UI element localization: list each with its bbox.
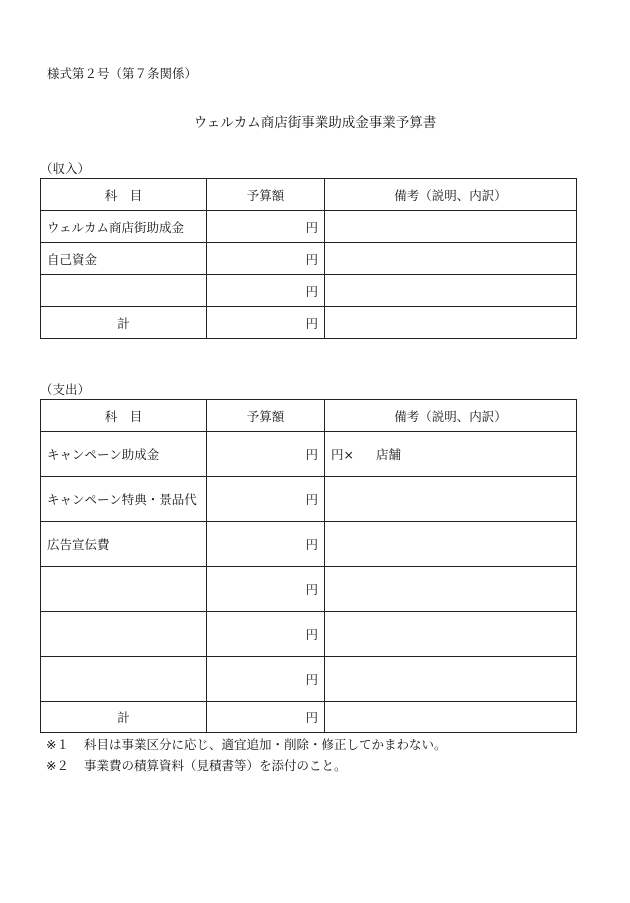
table-header-row: [41, 179, 577, 211]
header-budget: 予算額: [207, 400, 325, 432]
amount-cell: 円: [207, 612, 325, 657]
item-cell: ウェルカム商店街助成金: [41, 211, 207, 243]
footnote-mark: ※２: [46, 758, 69, 773]
table-row: [41, 657, 577, 702]
note-cell: [325, 567, 577, 612]
amount-cell: 円: [207, 275, 325, 307]
table-row: [41, 243, 577, 275]
note-cell: [325, 477, 577, 522]
table-row: [41, 477, 577, 522]
note-cell: [325, 275, 577, 307]
total-note-cell: [325, 307, 577, 339]
table-row: [41, 522, 577, 567]
footnote-text: 事業費の積算資料（見積書等）を添付のこと。: [84, 758, 347, 773]
item-cell: キャンペーン特典・景品代: [41, 477, 207, 522]
note-store-count: 店舗: [375, 447, 401, 462]
footnote-mark: ※１: [46, 737, 69, 752]
note-cell: [325, 612, 577, 657]
form-number: 様式第２号（第７条関係）: [47, 66, 198, 81]
amount-cell: 円: [207, 211, 325, 243]
header-item: 科 目: [41, 179, 207, 211]
note-cell: [325, 243, 577, 275]
amount-cell: 円: [207, 567, 325, 612]
note-cell: [325, 211, 577, 243]
table-row: [41, 211, 577, 243]
expense-table: [40, 399, 577, 733]
amount-cell: 円: [207, 477, 325, 522]
amount-cell: 円: [207, 432, 325, 477]
header-remarks: 備考（説明、内訳）: [325, 400, 577, 432]
note-cell: [325, 657, 577, 702]
note-cell: [325, 432, 577, 477]
total-label: 計: [41, 702, 207, 733]
footnote-2: [46, 756, 347, 774]
header-remarks: 備考（説明、内訳）: [325, 179, 577, 211]
amount-cell: 円: [207, 657, 325, 702]
item-cell: キャンペーン助成金: [41, 432, 207, 477]
item-cell: [41, 275, 207, 307]
total-row: [41, 702, 577, 733]
expense-section-label: （支出）: [40, 382, 91, 397]
table-row: [41, 432, 577, 477]
item-cell: 広告宣伝費: [41, 522, 207, 567]
total-row: [41, 307, 577, 339]
item-cell: 自己資金: [41, 243, 207, 275]
amount-cell: 円: [207, 243, 325, 275]
footnote-text: 科目は事業区分に応じ、適宜追加・削除・修正してかまわない。: [84, 737, 447, 752]
income-section-label: （収入）: [40, 161, 91, 176]
amount-cell: 円: [207, 522, 325, 567]
footnote-1: [46, 735, 447, 753]
header-item: 科 目: [41, 400, 207, 432]
item-cell: [41, 567, 207, 612]
item-cell: [41, 657, 207, 702]
header-budget: 予算額: [207, 179, 325, 211]
note-cell: [325, 522, 577, 567]
total-note-cell: [325, 702, 577, 733]
document-title: ウェルカム商店街事業助成金事業予算書: [193, 115, 437, 131]
note-unit-price: 円×: [331, 447, 354, 462]
table-header-row: [41, 400, 577, 432]
table-row: [41, 275, 577, 307]
table-row: [41, 612, 577, 657]
income-table: [40, 178, 577, 339]
total-label: 計: [41, 307, 207, 339]
table-row: [41, 567, 577, 612]
total-amount: 円: [207, 702, 325, 733]
total-amount: 円: [207, 307, 325, 339]
item-cell: [41, 612, 207, 657]
